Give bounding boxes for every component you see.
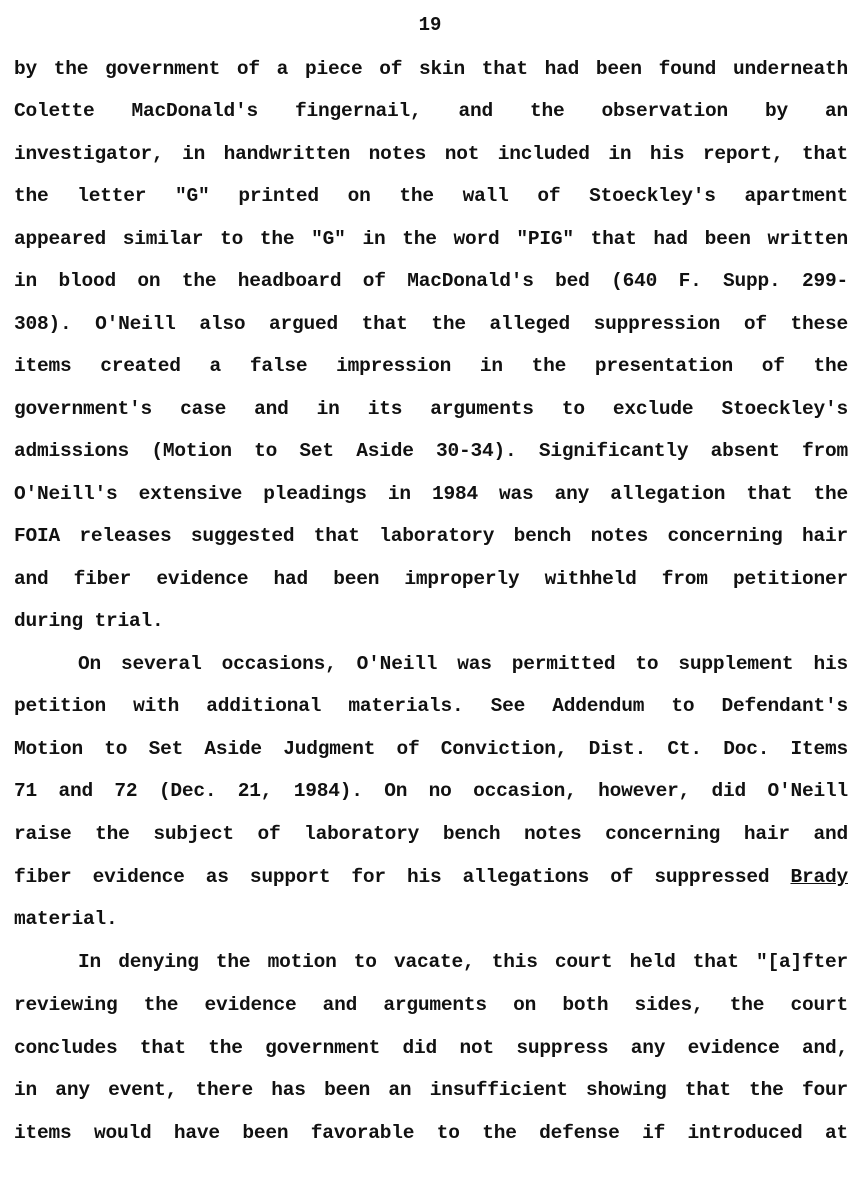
text-line: admissions (Motion to Set Aside 30-34). Significantly absent from — [14, 440, 848, 462]
case-citation-brady: Brady — [790, 866, 848, 888]
text-line-body: fiber evidence as support for his allegations of suppressed — [14, 866, 770, 888]
text-line: and fiber evidence had been improperly withheld from petitioner — [14, 568, 848, 590]
text-line: O'Neill's extensive pleadings in 1984 was any allegation that the — [14, 483, 848, 505]
text-line: raise the subject of laboratory bench notes concerning hair and — [14, 823, 848, 845]
text-line: material. — [14, 908, 118, 930]
text-line: during trial. — [14, 610, 164, 632]
text-line: On several occasions, O'Neill was permitted to supplement his — [78, 653, 848, 675]
text-line: FOIA releases suggested that laboratory bench notes concerning hair — [14, 525, 848, 547]
text-line: concludes that the government did not suppress any evidence and, — [14, 1037, 848, 1059]
text-line: appeared similar to the "G" in the word "PIG" that had been written — [14, 228, 848, 250]
page-number: 19 — [418, 14, 442, 36]
text-line: in any event, there has been an insufficient showing that the four — [14, 1079, 848, 1101]
text-line: items would have been favorable to the defense if introduced at — [14, 1122, 848, 1144]
text-line: investigator, in handwritten notes not included in his report, that — [14, 143, 848, 165]
text-line: reviewing the evidence and arguments on both sides, the court — [14, 994, 848, 1016]
text-line: Colette MacDonald's fingernail, and the observation by an — [14, 100, 848, 122]
text-line — [14, 864, 848, 890]
text-line: In denying the motion to vacate, this court held that "[a]fter — [78, 951, 848, 973]
text-line: government's case and in its arguments to exclude Stoeckley's — [14, 398, 848, 420]
text-line: items created a false impression in the presentation of the — [14, 355, 848, 377]
text-line: 308). O'Neill also argued that the alleged suppression of these — [14, 313, 848, 335]
text-line: the letter "G" printed on the wall of Stoeckley's apartment — [14, 185, 848, 207]
text-line: Motion to Set Aside Judgment of Conviction, Dist. Ct. Doc. Items — [14, 738, 848, 760]
text-line: petition with additional materials. See Addendum to Defendant's — [14, 695, 848, 717]
text-line: in blood on the headboard of MacDonald's bed (640 F. Supp. 299- — [14, 270, 848, 292]
text-line: by the government of a piece of skin that had been found underneath — [14, 58, 848, 80]
text-line: 71 and 72 (Dec. 21, 1984). On no occasion, however, did O'Neill — [14, 780, 848, 802]
